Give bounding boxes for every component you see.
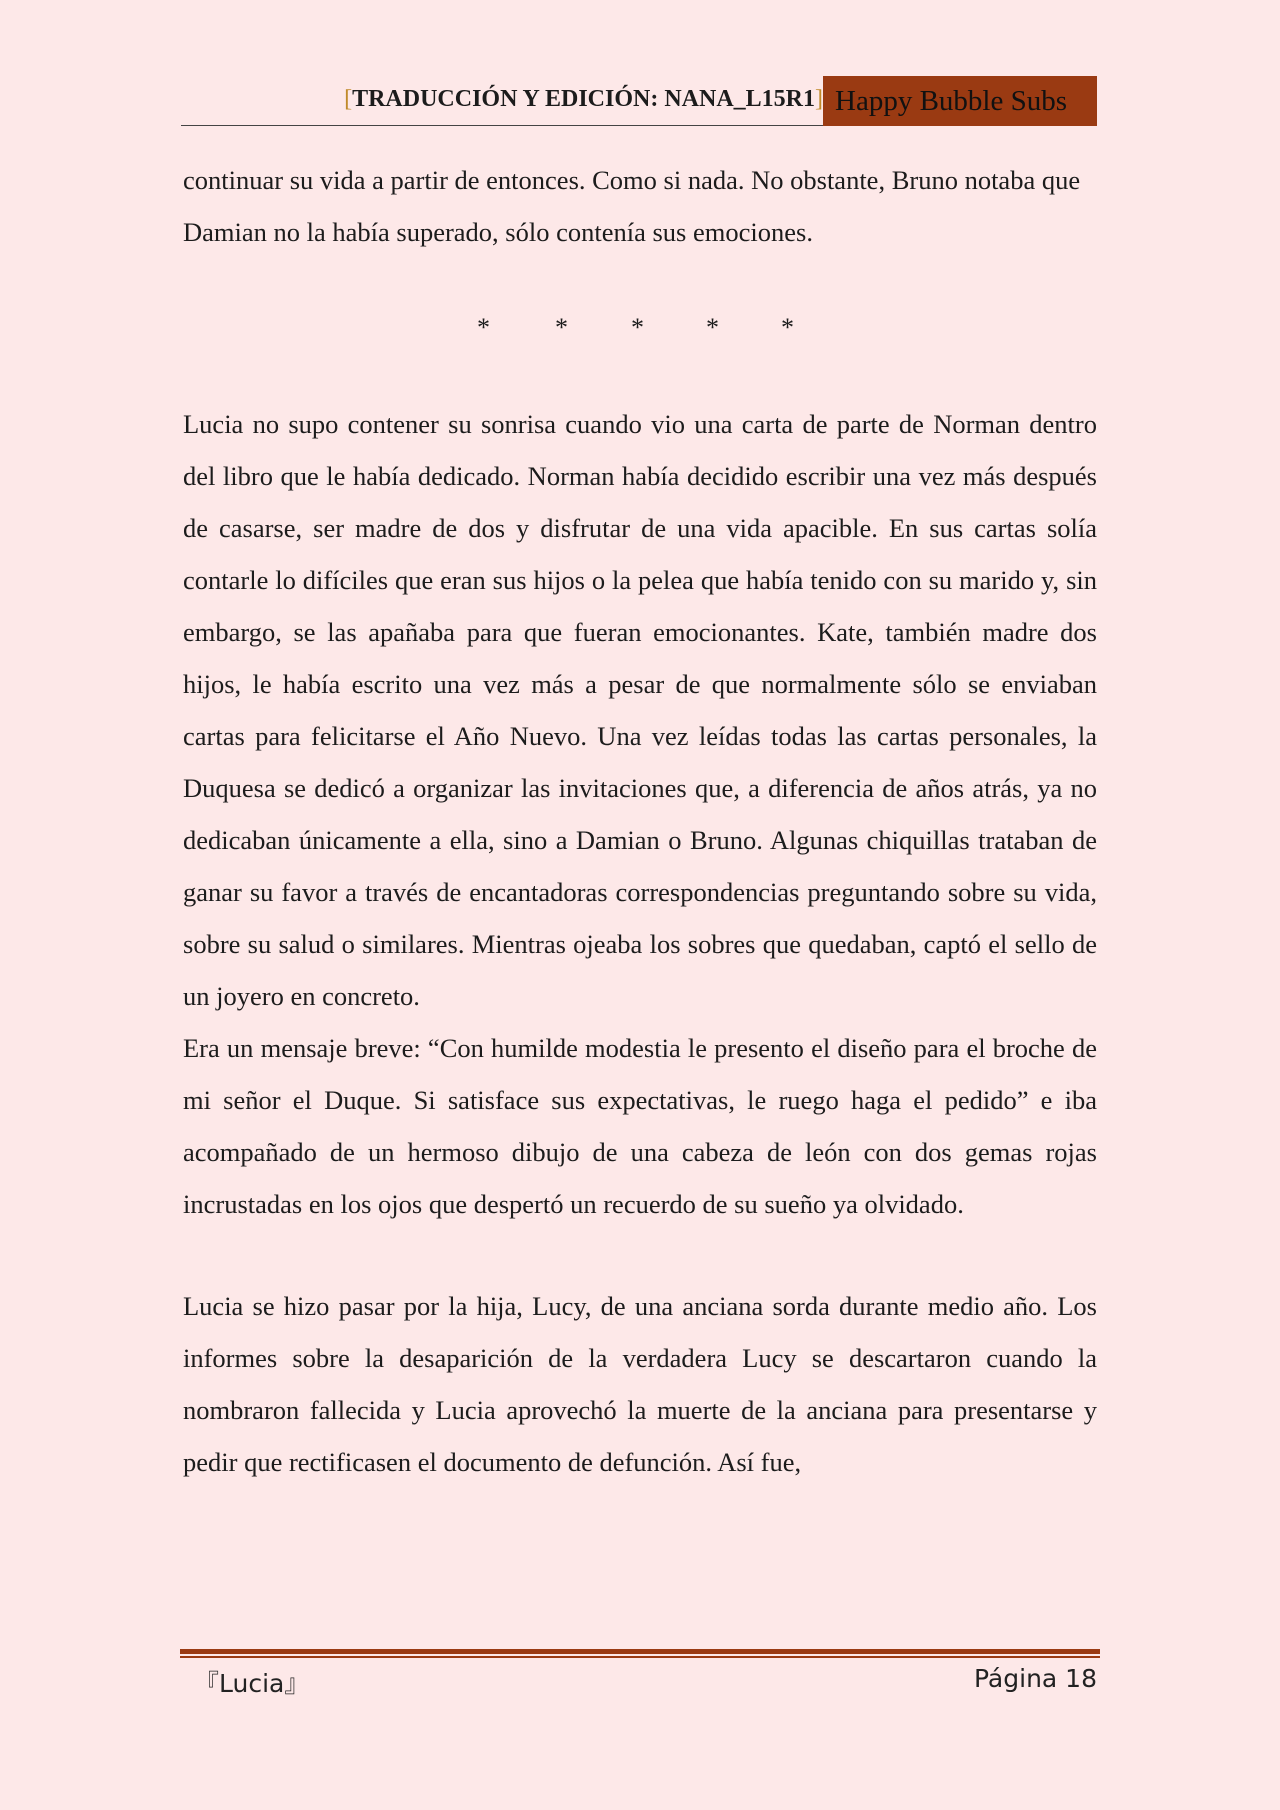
separator-star: *	[706, 313, 719, 342]
paragraph-2: Lucia no supo contener su sonrisa cuando vio una carta de parte de Norman dentro del libro que le había dedicado. Norman había decidido escribir una vez más después de casarse, ser madre de dos y disfrutar de una vida apacible. En sus cartas solía contarle lo difíciles que eran sus hijos o la pelea que había tenido con su marido y, sin embargo, se las apañaba para que fueran emocionantes. Kate, también madre dos hijos, le había escrito una vez más a pesar de que normalmente sólo se enviaban cartas para felicitarse el Año Nuevo. Una vez leídas todas las cartas personales, la Duquesa se dedicó a organizar las invitaciones que, a diferencia de años atrás, ya no dedicaban únicamente a ella, sino a Damian o Bruno. Algunas chiquillas trataban de ganar su favor a través de encantadoras correspondencias preguntando sobre su vida, sobre su salud o similares. Mientras ojeaba los sobres que quedaban, captó el sello de un joyero en concreto.	[183, 409, 1097, 1011]
translation-credit	[344, 86, 823, 113]
footer-rule	[180, 1649, 1100, 1654]
paragraph-3: Era un mensaje breve: “Con humilde modestia le presento el diseño para el broche de mi señor el Duque. Si satisface sus expectativas, le ruego haga el pedido” e iba acompañado de un hermoso dibujo de una cabeza de león con dos gemas rojas incrustadas en los ojos que despertó un recuerdo de su sueño ya olvidado.	[183, 1033, 1097, 1219]
page-body	[183, 154, 1097, 1488]
scene-separator	[183, 302, 1097, 354]
separator-star: *	[477, 313, 490, 342]
credit-bracket-open: [	[344, 86, 353, 112]
separator-star: *	[555, 313, 568, 342]
paragraph-1: continuar su vida a partir de entonces. Como si nada. No obstante, Bruno notaba que Damian no la había superado, sólo contenía sus emociones.	[183, 165, 1081, 247]
paragraph-4: Lucia se hizo pasar por la hija, Lucy, de una anciana sorda durante medio año. Los informes sobre la desaparición de la verdadera Lucy se descartaron cuando la nombraron fallecida y Lucia aprovechó la muerte de la anciana para presentarse y pedir que rectificasen el documento de defunción. Así fue,	[183, 1291, 1097, 1477]
footer-rule-thin	[180, 1656, 1100, 1658]
credit-bracket-close: ]	[815, 86, 823, 112]
page-header	[181, 76, 1097, 126]
credit-text: TRADUCCIÓN Y EDICIÓN: NANA_L15R1	[352, 86, 815, 112]
separator-star: *	[631, 313, 644, 342]
separator-star: *	[781, 313, 794, 342]
book-title: 『Lucia』	[194, 1669, 310, 1698]
group-name-box: Happy Bubble Subs	[823, 76, 1097, 126]
page-number: Página 18	[973, 1664, 1097, 1693]
